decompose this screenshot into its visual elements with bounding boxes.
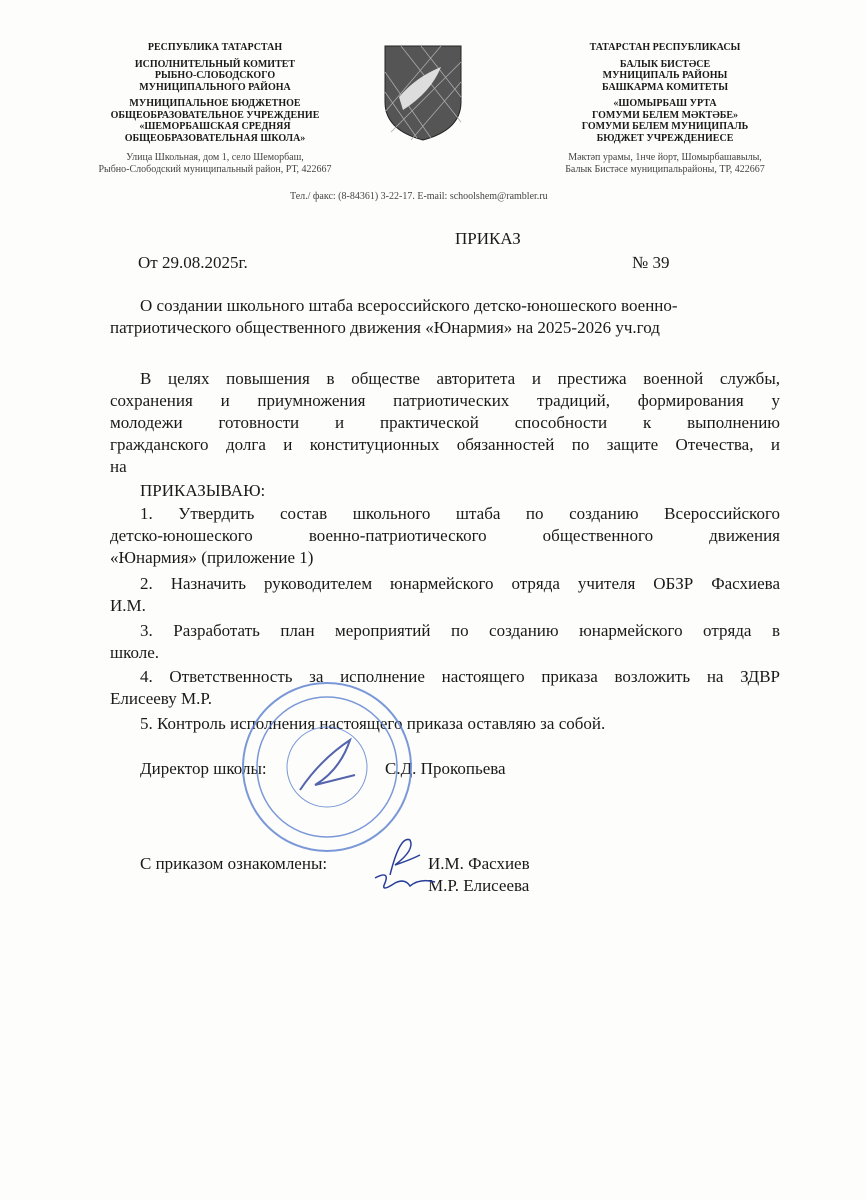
item-5: 5. Контроль исполнения настоящего приказа оставляю за собой. [140, 714, 606, 733]
header-text: БАШКАРМА КОМИТЕТЫ [601, 81, 729, 93]
header-left [70, 42, 360, 180]
header-text: ТАТАРСТАН РЕСПУБЛИКАСЫ [589, 42, 741, 53]
order-word: ПРИКАЗЫВАЮ: [140, 481, 266, 500]
acknowledged-label: С приказом ознакомлены: [140, 854, 328, 873]
header-text: «ШОМЫРБАШ УРТА [613, 98, 717, 109]
order-date: От 29.08.2025г. [138, 253, 248, 272]
header-text: «ШЕМОРБАШСКАЯ СРЕДНЯЯ [139, 121, 291, 132]
header-text: ОБЩЕОБРАЗОВАТЕЛЬНОЕ УЧРЕЖДЕНИЕ [110, 109, 320, 121]
director-name: С.Д. Прокопьева [385, 759, 506, 778]
item-4: Елисееву М.Р. [110, 689, 212, 708]
subject-line: патриотического общественного движения «Юнармия» на 2025-2026 уч.год [110, 318, 660, 337]
preamble-line: сохранения и приумножения патриотических традиций, формирования у [110, 391, 780, 410]
item-4: 4. Ответственность за исполнение настоящего приказа возложить на ЗДВР [140, 667, 780, 686]
acknowledged-name: М.Р. Елисеева [428, 876, 530, 895]
address: Рыбно-Слободский муниципальный район, РТ, 422667 [98, 163, 332, 175]
address: Мәктәп урамы, 1нче йорт, Шомырбашавылы, [568, 152, 762, 163]
emblem-icon [381, 42, 465, 142]
item-2: 2. Назначить руководителем юнармейского отряда учителя ОБЗР Фасхиева [140, 574, 780, 593]
item-1: 1. Утвердить состав школьного штаба по созданию Всероссийского [140, 504, 780, 523]
preamble-line: В целях повышения в обществе авторитета и престижа военной службы, [140, 369, 780, 388]
header-text: РЫБНО-СЛОБОДСКОГО [154, 70, 276, 81]
director-label: Директор школы: [140, 759, 267, 778]
subject-line: О создании школьного штаба всероссийского детско-юношеского военно- [140, 296, 678, 315]
header-text: БАЛЫК БИСТӘСЕ [619, 58, 711, 70]
header-right [530, 42, 800, 180]
order-number: № 39 [632, 253, 670, 272]
header-text: ГОМУМИ БЕЛЕМ МУНИЦИПАЛЬ [581, 121, 749, 132]
address: Балык Бистәсе муниципальрайоны, ТР, 422667 [565, 163, 765, 175]
header-text: ИСПОЛНИТЕЛЬНЫЙ КОМИТЕТ [134, 58, 296, 70]
acknowledged-name: И.М. Фасхиев [428, 854, 530, 873]
item-1: детско-юношеского военно-патриотического общественного движения [110, 526, 780, 545]
header-text: МУНИЦИПАЛЬ РАЙОНЫ [602, 70, 728, 81]
header-text: РЕСПУБЛИКА ТАТАРСТАН [147, 42, 283, 53]
stamp-icon [240, 680, 415, 855]
address: Улица Школьная, дом 1, село Шеморбаш, [126, 152, 304, 163]
header-text: ГОМУМИ БЕЛЕМ МӘКТӘБЕ» [591, 109, 738, 121]
signature-icon [370, 868, 440, 898]
item-1: «Юнармия» (приложение 1) [110, 548, 314, 567]
header-text: БЮДЖЕТ УЧРЕЖДЕНИЕСЕ [596, 132, 734, 144]
preamble-line: молодежи готовности и практической способности к выполнению [110, 413, 780, 432]
preamble-line: гражданского долга и конституционных обязанностей по защите Отечества, и [110, 435, 780, 454]
item-2: И.М. [110, 596, 146, 615]
preamble-line: на [110, 457, 127, 476]
header-text: МУНИЦИПАЛЬНОГО РАЙОНА [139, 81, 291, 93]
header-text: ОБЩЕОБРАЗОВАТЕЛЬНАЯ ШКОЛА» [124, 132, 306, 144]
document-title: ПРИКАЗ [455, 229, 521, 248]
header-text: МУНИЦИПАЛЬНОЕ БЮДЖЕТНОЕ [129, 98, 301, 109]
contacts: Тел./ факс: (8-84361) 3-22-17. E-mail: schoolshem@rambler.ru [290, 191, 548, 202]
item-3: школе. [110, 643, 160, 662]
item-3: 3. Разработать план мероприятий по созданию юнармейского отряда в [140, 621, 780, 640]
